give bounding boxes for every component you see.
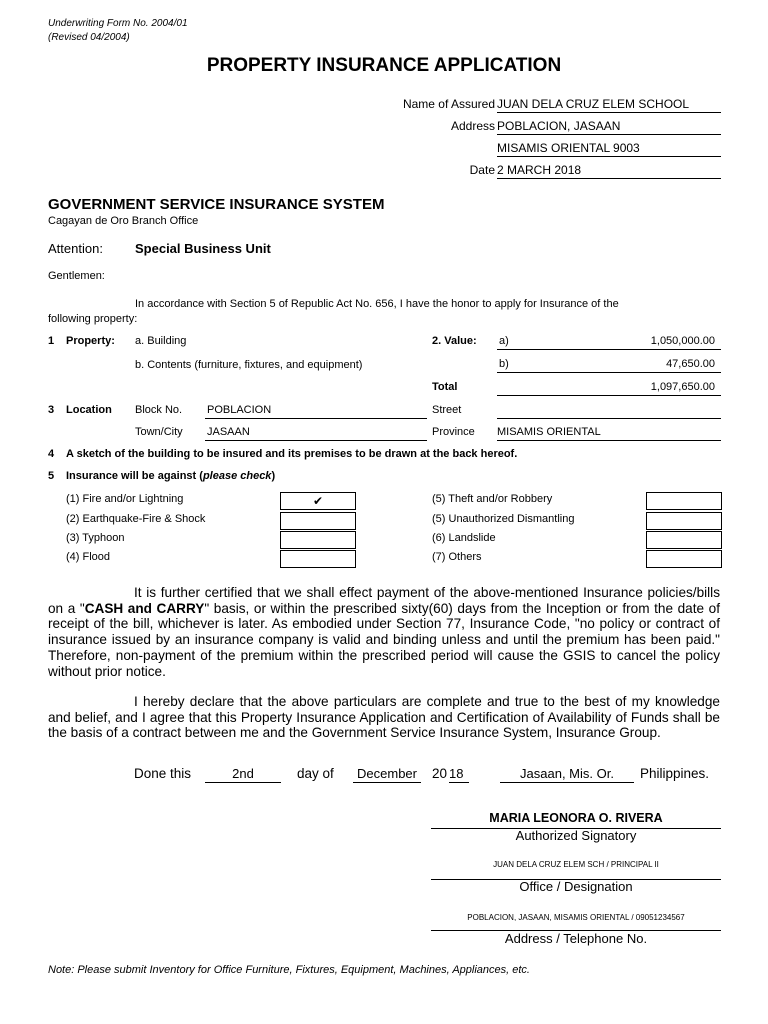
risk-checkbox-others[interactable]	[646, 550, 722, 568]
value-a-amount: 1,050,000.00	[650, 335, 715, 347]
day-of-label: day of	[297, 766, 334, 781]
sketch-note: A sketch of the building to be insured and its premises to be drawn at the back hereof.	[66, 448, 518, 460]
office-designation-value: JUAN DELA CRUZ ELEM SCH / PRINCIPAL II	[493, 860, 659, 869]
address-line1-field[interactable]	[497, 119, 721, 135]
risk-checkbox-fire[interactable]: ✔	[280, 492, 356, 510]
declaration-paragraph: I hereby declare that the above particulars are complete and true to the best of my knowledge and belief, and I agree that this Property Insurance Application and Certification of Availability of Funds shall be the basis of a contract between me and the Government Service Insurance System, Insurance Group.	[48, 694, 720, 741]
town-label: Town/City	[135, 426, 183, 438]
insurance-against-heading: Insurance will be against (please check)	[66, 470, 276, 482]
location-label: Location	[66, 404, 112, 416]
signatory-role-label: Authorized Signatory	[515, 828, 637, 843]
risk-checkbox-earthquake[interactable]	[280, 512, 356, 530]
section-number-3: 3	[48, 404, 55, 416]
day-field[interactable]	[205, 766, 281, 783]
year-prefix: 20	[432, 766, 448, 781]
page-title: PROPERTY INSURANCE APPLICATION	[206, 55, 562, 76]
day-value: 2nd	[232, 766, 254, 781]
risk-checkbox-theft[interactable]	[646, 492, 722, 510]
attention-label: Attention:	[48, 241, 103, 256]
certification-paragraph: It is further certified that we shall effect payment of the above-mentioned Insurance policies/bills on a "CASH and CARRY" basis, or within the prescribed sixty(60) days from the Inception or from the date of receipt of the bill, whichever is later. As embodied under Section 77, Insurance Code, "no policy or contract of insurance issued by an insurance company is valid and binding unless and until the premium has been paid." Therefore, non-payment of the premium within the prescribed period will cause the GSIS to cancel the policy without prior notice.	[48, 585, 720, 679]
value-a-field[interactable]	[497, 335, 721, 350]
total-field[interactable]	[497, 381, 721, 396]
property-label: Property:	[66, 335, 115, 347]
province-value: MISAMIS ORIENTAL	[497, 426, 601, 438]
risk-checkbox-flood[interactable]	[280, 550, 356, 568]
intro-text: In accordance with Section 5 of Republic Act No. 656, I have the honor to apply for Insurance of the	[135, 298, 619, 310]
country-label: Philippines.	[640, 766, 710, 781]
value-label: Value:	[444, 335, 477, 347]
value-a-label: a)	[499, 335, 509, 347]
salutation: Gentlemen:	[48, 270, 105, 282]
value-b-field[interactable]	[497, 358, 721, 373]
risk-label-theft: (5) Theft and/or Robbery	[432, 493, 553, 505]
risk-label-earthquake: (2) Earthquake-Fire & Shock	[66, 513, 206, 525]
month-value: December	[357, 766, 417, 781]
section-number-2: 2.	[432, 335, 442, 347]
total-amount: 1,097,650.00	[650, 381, 715, 393]
date-field[interactable]	[497, 163, 721, 179]
name-of-assured-value: JUAN DELA CRUZ ELEM SCHOOL	[497, 97, 690, 111]
address-label: Address	[450, 119, 495, 133]
province-field[interactable]	[497, 426, 721, 441]
address-line1-value: POBLACION, JASAAN	[497, 119, 621, 133]
year-value: 18	[449, 766, 464, 781]
risk-checkbox-dismantling[interactable]	[646, 512, 722, 530]
name-of-assured-field[interactable]	[497, 97, 721, 113]
risk-label-typhoon: (3) Typhoon	[66, 532, 125, 544]
block-field[interactable]	[205, 404, 427, 419]
risk-checkbox-landslide[interactable]	[646, 531, 722, 549]
intro-text-cont: following property:	[48, 313, 138, 325]
block-label: Block No.	[135, 404, 183, 416]
month-field[interactable]	[353, 766, 421, 783]
risk-label-fire: (1) Fire and/or Lightning	[66, 493, 184, 505]
address-telephone-value: POBLACION, JASAAN, MISAMIS ORIENTAL / 09051234567	[467, 913, 685, 922]
address-telephone-label: Address / Telephone No.	[504, 931, 648, 946]
revision-note: (Revised 04/2004)	[48, 32, 130, 43]
office-designation-label: Office / Designation	[519, 879, 633, 894]
street-label: Street	[432, 404, 462, 416]
risk-label-dismantling: (5) Unauthorized Dismantling	[432, 513, 575, 525]
date-label: Date	[469, 163, 495, 177]
address-line2-value: MISAMIS ORIENTAL 9003	[497, 141, 640, 155]
street-field[interactable]	[497, 404, 721, 419]
place-value: Jasaan, Mis. Or.	[520, 766, 614, 781]
date-value: 2 MARCH 2018	[497, 163, 582, 177]
town-value: JASAAN	[207, 426, 250, 438]
property-item-building: a. Building	[135, 335, 187, 347]
town-field[interactable]	[205, 426, 427, 441]
year-field[interactable]	[449, 766, 469, 783]
risk-label-landslide: (6) Landslide	[432, 532, 496, 544]
section-number-4: 4	[48, 448, 55, 460]
attention-value: Special Business Unit	[135, 241, 271, 256]
form-number: Underwriting Form No. 2004/01	[48, 18, 188, 29]
value-b-label: b)	[499, 358, 509, 370]
place-field[interactable]	[500, 766, 634, 783]
address-line2-field[interactable]	[497, 141, 721, 157]
total-label: Total	[432, 381, 458, 393]
risk-checkbox-typhoon[interactable]	[280, 531, 356, 549]
province-label: Province	[432, 426, 475, 438]
name-of-assured-label: Name of Assured	[402, 97, 495, 111]
section-number-5: 5	[48, 470, 55, 482]
risk-label-others: (7) Others	[432, 551, 482, 563]
done-this-label: Done this	[134, 766, 192, 781]
signatory-name: MARIA LEONORA O. RIVERA	[489, 811, 663, 825]
block-value: POBLACION	[207, 404, 272, 416]
footer-note: Note: Please submit Inventory for Office Furniture, Fixtures, Equipment, Machines, Appliances, etc.	[48, 964, 530, 976]
organization-name: GOVERNMENT SERVICE INSURANCE SYSTEM	[48, 196, 385, 213]
section-number-1: 1	[48, 335, 55, 347]
value-b-amount: 47,650.00	[666, 358, 715, 370]
risk-label-flood: (4) Flood	[66, 551, 111, 563]
property-item-contents: b. Contents (furniture, fixtures, and equipment)	[135, 359, 363, 371]
branch-office: Cagayan de Oro Branch Office	[48, 215, 199, 227]
